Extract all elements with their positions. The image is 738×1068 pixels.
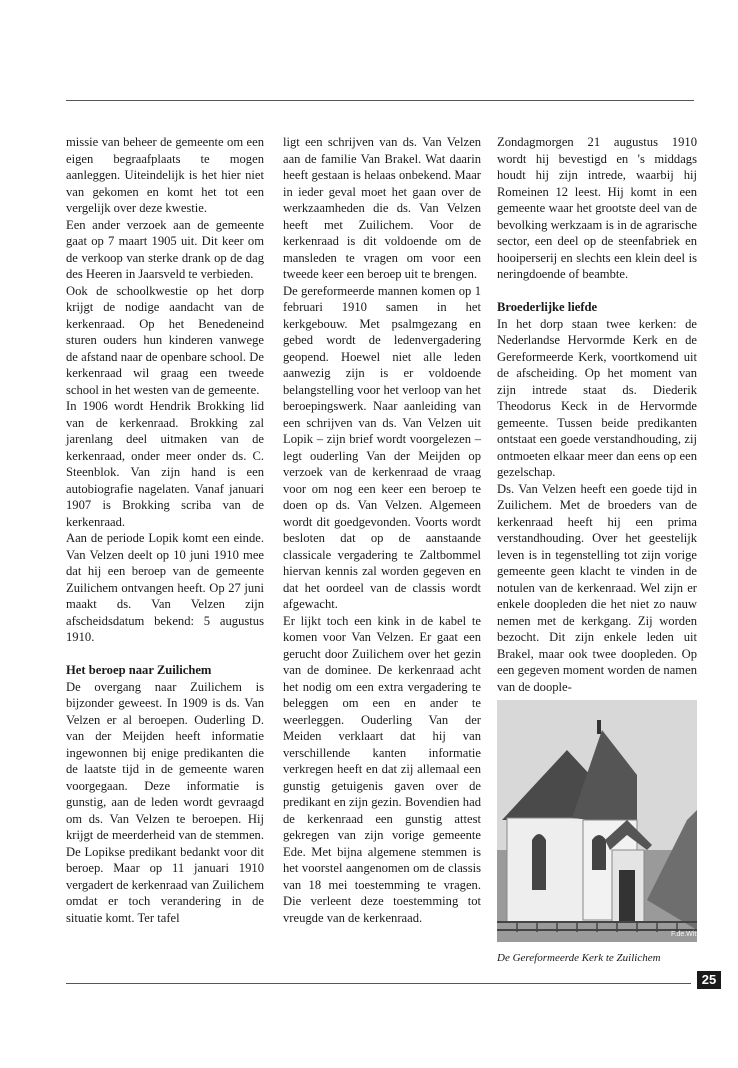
paragraph: Ook de schoolkwestie op het dorp krijgt de nodige aandacht van de kerkenraad. Op het Benedeneind sturen ouders hun kinderen vanwege de afstand naar de openbare school. De kerkenraad wil graag een tweede school in het westen van de gemeente.: [66, 283, 264, 397]
paragraph: ligt een schrijven van ds. Van Velzen aan de familie Van Brakel. Wat daarin heeft gestaan is helaas onbekend. Maar in ieder geval moet het gaan over de werkzaamheden die ds. Van Velzen heeft met Zuilichem. Voor de kerkenraad is dit voldoende om de mansleden te vragen om voor een tweede keer een beroep uit te brengen.: [283, 135, 481, 281]
paragraph: Een ander verzoek aan de gemeente gaat op 7 maart 1905 uit. Dit keer om de verkoop van sterke drank op de dag des Heeren in Jaarsveld te verbieden.: [66, 217, 264, 281]
paragraph: De gereformeerde mannen komen op 1 februari 1910 samen in het kerkgebouw. Met psalmgezang en gebed wordt de ledenvergadering geopend. Hoewel niet alle leden aanwezig zijn is er voldoende belangstelling voor het verloop van het beroepingswerk. Naar aanleiding van een schrijven van ds. Van Velzen uit Lopik – zijn brief wordt voorgelezen – legt ouderling Van der Meijden op verzoek van de kerkenraad de vraag voor om nog een keer een beroep te doen op ds. Van Velzen. Algemeen wordt dit goedgevonden. Voorts wordt besloten dat op de aanstaande classicale vergadering te Zaltbommel hiervan kennis zal worden gegeven en dat het oordeel van de classis wordt afgewacht.: [283, 283, 481, 611]
paragraph: In 1906 wordt Hendrik Brokking lid van de kerkenraad. Brokking zal jarenlang deel uitmaken van de kerkenraad, onder meer onder ds. C. Steenblok. Van zijn hand is een autobiografie nagelaten. Vanaf januari 1907 is Brokking scriba van de kerkenraad.: [66, 399, 264, 529]
section-heading: Het beroep naar Zuilichem: [66, 663, 212, 677]
bottom-rule: [66, 983, 691, 984]
paragraph: missie van beheer de gemeente om een eigen begraafplaats te mogen aanleggen. Uiteindelijk is het hier niet van gekomen en komt het tot een vergelijk over deze kwestie.: [66, 135, 264, 215]
column-1: [66, 134, 264, 926]
top-rule: [66, 100, 694, 101]
photo-caption: De Gereformeerde Kerk te Zuilichem: [497, 952, 661, 964]
paragraph: De overgang naar Zuilichem is bijzonder geweest. In 1909 is ds. Van Velzen er al beroepen. Ouderling D. van der Meijden heeft informatie ingewonnen bij enige predikanten die de laatste tijd in de gemeente waren voorgegaan. Deze informatie is gunstig, aan de leden wordt gevraagd om ds. Van Velzen te beroepen. Hij krijgt de meerderheid van de stemmen. De Lopikse predikant bedankt voor dit beroep. Maar op 11 januari 1910 vergadert de kerkenraad van Zuilichem omdat er toch verandering in de situatie komt. Ter tafel: [66, 679, 264, 925]
paragraph: Er lijkt toch een kink in de kabel te komen voor Van Velzen. Er gaat een gerucht door Zuilichem over het gezin van de dominee. De kerkenraad acht het nodig om een extra vergadering te beleggen om een en ander te weerleggen. Ouderling Van der Meiden verklaart dat hij van verschillende kanten informatie verkregen heeft en dat zij allemaal een gunstig getuigenis gaven over de predikant en zijn gezin. Bovendien had de kerkenraad een gunstig attest gekregen van zijn vorige gemeente Ede. Met bijna algemene stemmen is het voorstel aangenomen om de classis van 18 mei toestemming te vragen. Die verleent deze toestemming tot vreugde van de kerkenraad.: [283, 613, 481, 925]
section-heading: Broederlijke liefde: [497, 300, 598, 314]
church-photo: [497, 700, 697, 942]
paragraph: In het dorp staan twee kerken: de Nederlandse Hervormde Kerk en de Gereformeerde Kerk, voortkomend uit de afscheiding. Op het moment van zijn intrede staat ds. Diederik Theodorus Keck in de Hervormde gemeente. Tussen beide predikanten ontstaat een goede verstandhouding, zij ontmoeten elkaar meer dan eens op een gezelschap.: [497, 316, 697, 479]
page-number: 25: [697, 971, 721, 989]
photo-credit: F.de.Wit: [671, 931, 697, 938]
paragraph: Ds. Van Velzen heeft een goede tijd in Zuilichem. Met de broeders van de kerkenraad heeft hij een prima verstandhouding. Over het geestelijk leven is in tegenstelling tot zijn vorige gemeente geen klacht te vinden in de notulen van de kerkenraad. Wel zijn er enkele doopleden die het niet zo nauw nemen met de kerkgang. Zij worden bezocht. Dit zijn enkele leden uit Brakel, maar ook twee doopleden. Op een gegeven moment worden de namen van de doople-: [497, 481, 697, 694]
column-2: [283, 134, 481, 926]
paragraph: Aan de periode Lopik komt een einde. Van Velzen deelt op 10 juni 1910 mee dat hij een beroep van de gemeente Zuilichem ontvangen heeft. Op 27 juni maakt ds. Van Velzen zijn afscheidsdatum bekend: 5 augustus 1910.: [66, 531, 264, 644]
paragraph: Zondagmorgen 21 augustus 1910 wordt hij bevestigd en 's middags houdt hij zijn intrede, waarbij hij Romeinen 12 leest. Hij komt in een gemeente waar het grootste deel van de bevolking werkzaam is in de agrarische sector, een deel op de steenfabriek en hooiperserij en slechts een klein deel is neringdoende of beambte.: [497, 135, 697, 281]
column-3: [497, 134, 697, 695]
